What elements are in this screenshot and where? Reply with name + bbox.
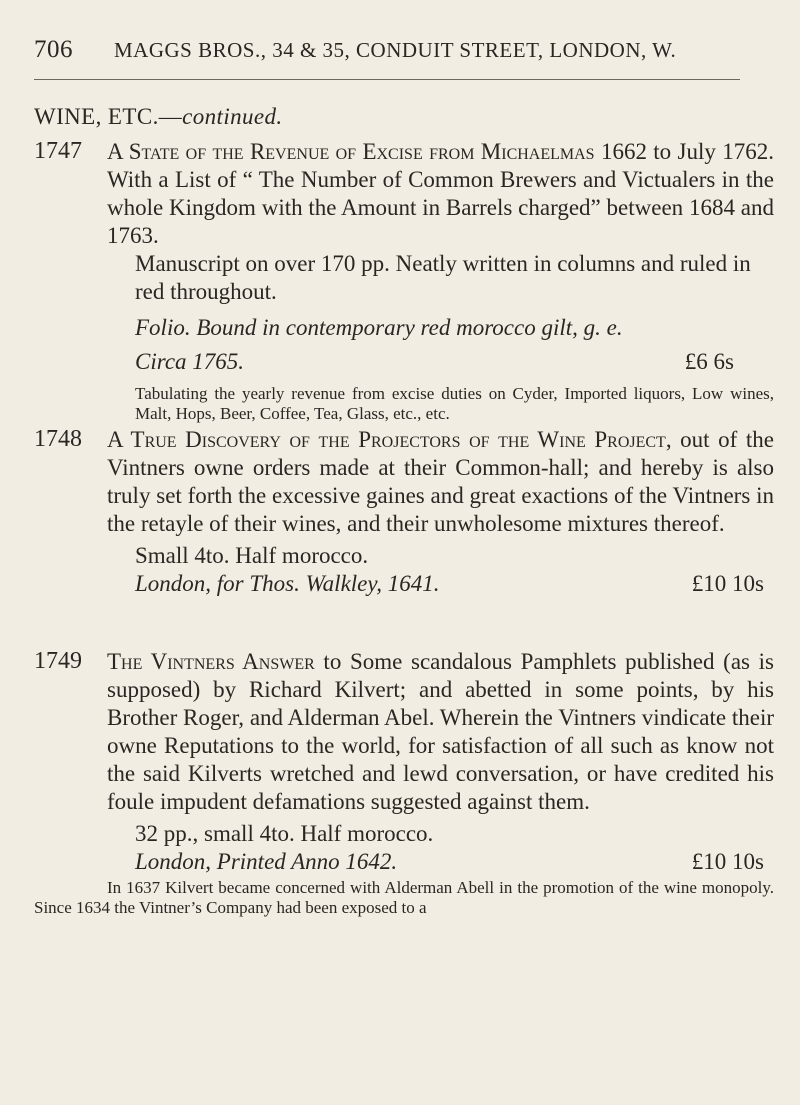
running-head: MAGGS BROS., 34 & 35, CONDUIT STREET, LONDON, W. (114, 38, 677, 62)
entry-binding: Small 4to. Half morocco. (135, 543, 369, 568)
page-number: 706 (34, 36, 73, 63)
entry-body (107, 138, 774, 424)
entry-title (107, 648, 774, 816)
entry-title-lead: A State of the Revenue of Excise from Michaelmas (107, 139, 595, 164)
section-label: WINE, ETC.— (34, 104, 183, 129)
entry-price-line (107, 348, 774, 376)
entry-detail: Manuscript on over 170 pp. Neatly written in columns and ruled in red throughout. (135, 251, 751, 304)
entry-body (107, 426, 774, 598)
entry-title-rest: 1662 to July 1762. With a List of “ The Number of Common Brewers and Victualers in the whole Kingdom with the Amount in Barrels charged” between 1684 and 1763. (107, 139, 774, 248)
entry-title-lead: A True Discovery of the Projectors of the Wine Project, (107, 427, 672, 452)
entry-price-line (107, 848, 774, 876)
entry-imprint: London, Printed Anno 1642. (135, 849, 398, 874)
entry-note: In 1637 Kilvert became concerned with Alderman Abell in the promotion of the wine monopoly. Since 1634 the Vintner’s Company had been exposed to a (34, 878, 774, 917)
entry-title-rest: out of the Vintners owne orders made at their Common-hall; and hereby is also truly set forth the excessive gaines and great exactions of the Vintners in the retayle of their wines, and their unwholesome mixtures thereof. (107, 427, 774, 536)
running-header (34, 36, 774, 64)
entry-price-line (107, 570, 774, 598)
entry-number: 1747 (34, 138, 82, 164)
entry-price: £6 6s (684, 349, 734, 374)
entry-title (107, 426, 774, 538)
entry-number: 1748 (34, 426, 82, 452)
entry-binding: Folio. Bound in contemporary red morocco gilt, g. e. (135, 315, 623, 340)
entry-title-rest: to Some scandalous Pamphlets published (as is supposed) by Richard Kilvert; and abetted in some points, by his Brother Roger, and Alderman Abel. Wherein the Vintners vindicate their owne Reputations to the world, for satisfaction of all such as know not the said Kilverts wretched and lewd conversation, or have credited his foule impudent defamations suggested against them. (107, 649, 774, 814)
entry-price: £10 10s (691, 571, 764, 596)
entry-number: 1749 (34, 648, 82, 674)
entry-price: £10 10s (691, 849, 764, 874)
entry-title-lead: The Vintners Answer (107, 649, 315, 674)
entry-date: Circa 1765. (135, 349, 245, 374)
header-rule (34, 79, 740, 80)
entry-imprint: London, for Thos. Walkley, 1641. (135, 571, 440, 596)
section-heading (34, 104, 283, 130)
entry-note: Tabulating the yearly revenue from excise duties on Cyder, Imported liquors, Low wines, Malt, Hops, Beer, Coffee, Tea, Glass, etc., etc. (135, 384, 774, 423)
entry-binding: 32 pp., small 4to. Half morocco. (135, 821, 434, 846)
section-continued: continued. (182, 104, 283, 129)
entry-title (107, 138, 774, 250)
